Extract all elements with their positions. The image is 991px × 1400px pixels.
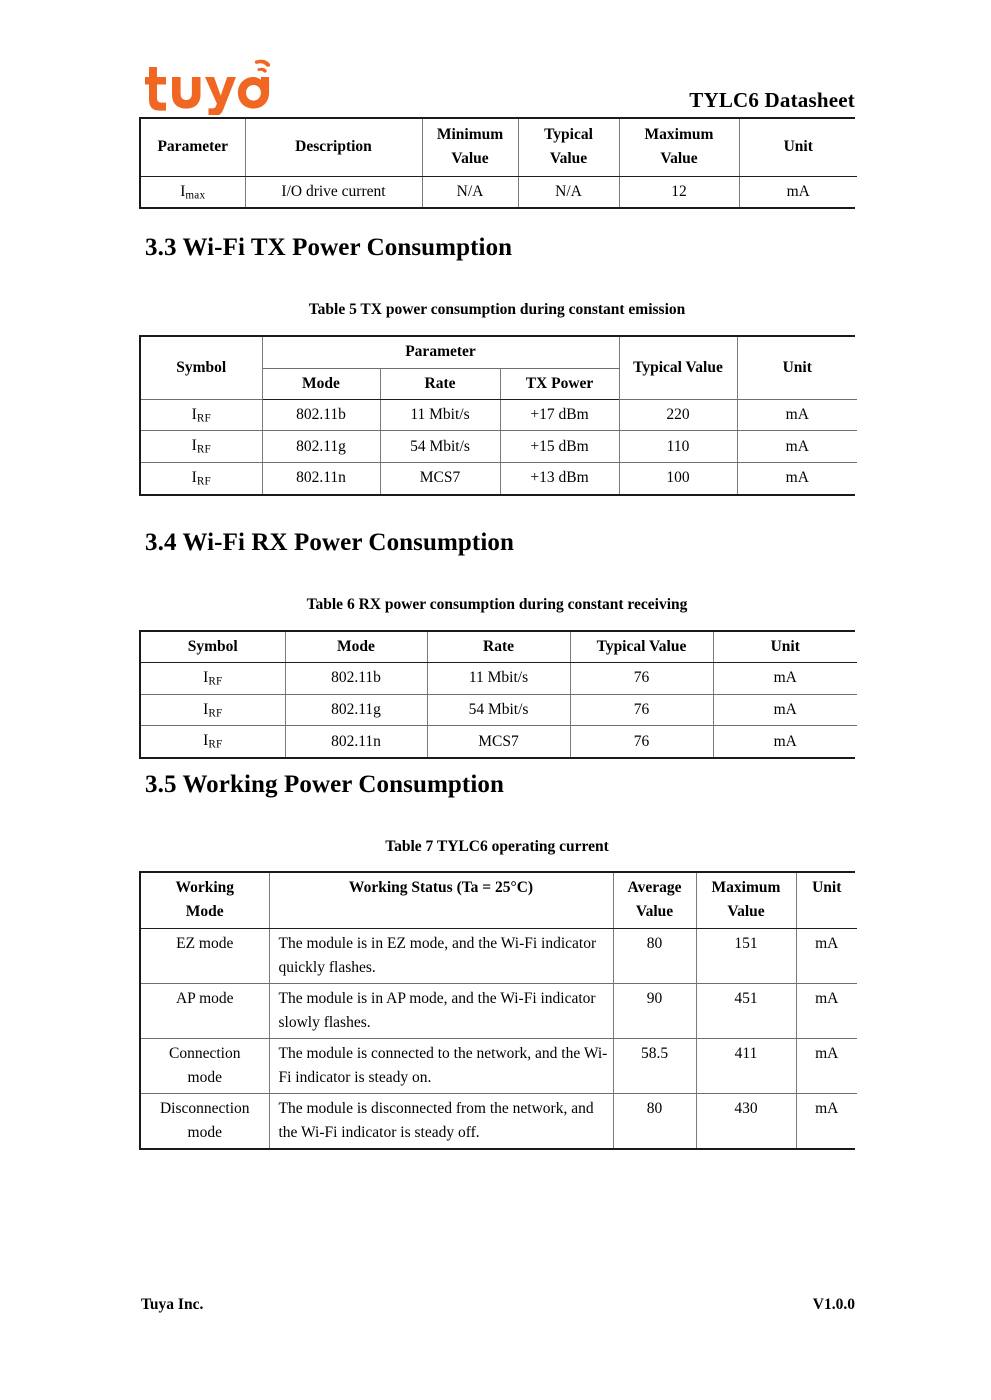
cell-unit: mA <box>737 462 857 493</box>
symbol-subscript: RF <box>208 675 223 688</box>
table-row <box>141 663 857 695</box>
header-cell-typical-value: Typical Value <box>570 632 713 663</box>
footer-version: V1.0.0 <box>812 1296 855 1313</box>
table-row <box>141 462 857 493</box>
cell-average: 58.5 <box>613 1038 696 1093</box>
cell-mode: 802.11n <box>285 726 427 757</box>
header-cell-typical-value: Typical Value <box>619 337 737 399</box>
cell-unit: mA <box>796 1038 857 1093</box>
cell-description: I/O drive current <box>245 176 422 207</box>
cell-unit: mA <box>796 928 857 983</box>
cell-maximum: 151 <box>696 928 796 983</box>
table-row <box>141 1038 857 1093</box>
cell-working-status: The module is in AP mode, and the Wi-Fi indicator slowly flashes. <box>269 983 613 1038</box>
cell-typical-value: 76 <box>570 663 713 695</box>
cell-working-status: The module is in EZ mode, and the Wi-Fi indicator quickly flashes. <box>269 928 613 983</box>
cell-tx-power: +13 dBm <box>500 462 619 493</box>
table-row <box>141 176 857 207</box>
header-cell-unit: Unit <box>739 119 857 176</box>
table-row <box>141 694 857 726</box>
cell-tx-power: +17 dBm <box>500 399 619 431</box>
table-row <box>141 399 857 431</box>
cell-average: 80 <box>613 928 696 983</box>
cell-average: 80 <box>613 1093 696 1148</box>
header-cell-symbol: Symbol <box>141 632 285 663</box>
cell-unit: mA <box>713 694 857 726</box>
cell-rate: 54 Mbit/s <box>380 431 500 463</box>
cell-rate: 54 Mbit/s <box>427 694 570 726</box>
cell-average: 90 <box>613 983 696 1038</box>
cell-unit: mA <box>796 983 857 1038</box>
header-cell-rate: Rate <box>427 632 570 663</box>
cell-symbol: $I_{RF}$ <box>141 694 285 726</box>
cell-symbol: $I_{RF}$ <box>141 663 285 695</box>
section-heading-3-4: 3.4 Wi-Fi RX Power Consumption <box>145 529 515 556</box>
cell-rate: 11 Mbit/s <box>380 399 500 431</box>
table-header-row <box>141 632 857 663</box>
cell-mode: 802.11g <box>262 431 380 463</box>
cell-unit: mA <box>737 431 857 463</box>
cell-mode: 802.11n <box>262 462 380 493</box>
header-cell-parameter: Parameter <box>141 119 245 176</box>
page-header <box>139 55 855 117</box>
symbol-subscript: RF <box>208 738 223 751</box>
cell-rate: 11 Mbit/s <box>427 663 570 695</box>
header-cell-working-mode: Working Mode <box>141 873 269 928</box>
cell-minimum: N/A <box>422 176 518 207</box>
header-cell-symbol: Symbol <box>141 337 262 399</box>
cell-typical-value: 76 <box>570 726 713 757</box>
section-heading-3-5: 3.5 Working Power Consumption <box>145 771 504 798</box>
table-electrical-continuation <box>139 117 855 209</box>
cell-working-status: The module is connected to the network, and the Wi-Fi indicator is steady on. <box>269 1038 613 1093</box>
header-cell-maximum-value: Maximum Value <box>619 119 739 176</box>
symbol-subscript: RF <box>196 411 211 424</box>
header-cell-working-status: Working Status (Ta = 25°C) <box>269 873 613 928</box>
cell-unit: mA <box>739 176 857 207</box>
cell-symbol: $I_{RF}$ <box>141 726 285 757</box>
tuya-logo <box>143 57 273 115</box>
cell-working-mode: Disconnection mode <box>141 1093 269 1148</box>
cell-maximum: 430 <box>696 1093 796 1148</box>
cell-symbol: $I_{RF}$ <box>141 462 262 493</box>
cell-typical-value: 220 <box>619 399 737 431</box>
table-row <box>141 726 857 757</box>
header-cell-tx-power: TX Power <box>500 368 619 399</box>
table-row <box>141 928 857 983</box>
header-cell-minimum-value: Minimum Value <box>422 119 518 176</box>
header-cell-typical-value: Typical Value <box>518 119 619 176</box>
cell-unit: mA <box>737 399 857 431</box>
cell-unit: mA <box>713 726 857 757</box>
cell-symbol: $I_{RF}$ <box>141 431 262 463</box>
footer-company: Tuya Inc. <box>141 1296 204 1313</box>
cell-typical-value: 100 <box>619 462 737 493</box>
cell-typical-value: 76 <box>570 694 713 726</box>
cell-maximum: 451 <box>696 983 796 1038</box>
table-caption-5: Table 5 TX power consumption during constant emission <box>308 301 686 318</box>
header-cell-mode: Mode <box>285 632 427 663</box>
symbol-subscript: RF <box>196 443 211 456</box>
cell-mode: 802.11b <box>262 399 380 431</box>
cell-symbol: $I_{max}$ <box>141 176 245 207</box>
table-caption-6: Table 6 RX power consumption during constant receiving <box>306 596 688 613</box>
header-cell-maximum-value: Maximum Value <box>696 873 796 928</box>
table-row <box>141 1093 857 1148</box>
cell-working-mode: AP mode <box>141 983 269 1038</box>
document-title: TYLC6 Datasheet <box>689 88 855 112</box>
cell-maximum: 411 <box>696 1038 796 1093</box>
cell-tx-power: +15 dBm <box>500 431 619 463</box>
header-cell-unit: Unit <box>796 873 857 928</box>
header-cell-rate: Rate <box>380 368 500 399</box>
cell-typical: N/A <box>518 176 619 207</box>
header-cell-average-value: Average Value <box>613 873 696 928</box>
header-cell-mode: Mode <box>262 368 380 399</box>
table-row <box>141 983 857 1038</box>
symbol-subscript: max <box>185 188 206 201</box>
header-cell-description: Description <box>245 119 422 176</box>
symbol-subscript: RF <box>196 475 211 488</box>
table-header-row-top <box>141 337 857 368</box>
cell-rate: MCS7 <box>427 726 570 757</box>
cell-working-status: The module is disconnected from the network, and the Wi-Fi indicator is steady off. <box>269 1093 613 1148</box>
cell-maximum: 12 <box>619 176 739 207</box>
table-header-row <box>141 119 857 176</box>
cell-mode: 802.11b <box>285 663 427 695</box>
table-5-tx-power <box>139 335 855 496</box>
cell-symbol: $I_{RF}$ <box>141 399 262 431</box>
table-6-rx-power <box>139 630 855 759</box>
cell-unit: mA <box>713 663 857 695</box>
symbol-subscript: RF <box>208 707 223 720</box>
table-header-row <box>141 873 857 928</box>
cell-working-mode: Connection mode <box>141 1038 269 1093</box>
header-cell-unit: Unit <box>737 337 857 399</box>
table-7-operating-current <box>139 871 855 1150</box>
section-heading-3-3: 3.3 Wi-Fi TX Power Consumption <box>145 234 513 261</box>
cell-working-mode: EZ mode <box>141 928 269 983</box>
table-caption-7: Table 7 TYLC6 operating current <box>385 838 609 855</box>
cell-unit: mA <box>796 1093 857 1148</box>
cell-mode: 802.11g <box>285 694 427 726</box>
header-cell-parameter: Parameter <box>262 337 619 368</box>
page-footer <box>139 1296 855 1318</box>
header-cell-unit: Unit <box>713 632 857 663</box>
table-row <box>141 431 857 463</box>
cell-typical-value: 110 <box>619 431 737 463</box>
cell-rate: MCS7 <box>380 462 500 493</box>
